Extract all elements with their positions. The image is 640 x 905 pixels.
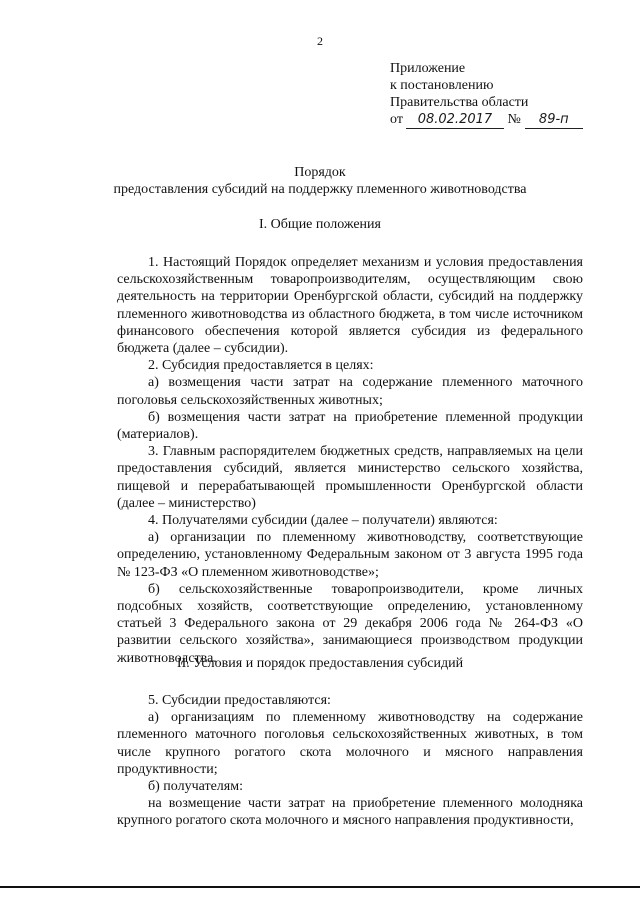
paragraph: 4. Получателями субсидии (далее – получатели) являются:: [148, 513, 498, 529]
handwritten-number: 89-п: [525, 111, 583, 129]
paragraph: б) получателям:: [148, 779, 243, 795]
paragraph: 5. Субсидии предоставляются:: [148, 693, 331, 708]
paragraph: 1. Настоящий Порядок определяет механизм и условия предоставления сельскохозяйственным товаропроизводителям, осуществляющим свою деятельность на территории Оренбургской области, субсидий на поддержку племенного животноводства из областного бюджета, в том числе источником финансового обеспечения которой является субсидия из федерального бюджета (далее – субсидии).: [117, 255, 583, 357]
appendix-line-1: Приложение: [390, 61, 466, 76]
document-title: Порядок: [294, 165, 346, 180]
section-2-body: [117, 692, 583, 830]
appendix-line-3: Правительства области: [390, 95, 529, 110]
paragraph: а) организациям по племенному животноводству на содержание племенного маточного поголовья сельскохозяйственных животных, в том числе крупного рогатого скота молочного и мясного направления продуктивности;: [117, 710, 583, 777]
paragraph: 3. Главным распорядителем бюджетных средств, направляемых на цели предоставления субсидий, является министерство сельского хозяйства, пищевой и перерабатывающей промышленности Оренбургской области (далее – министерство): [117, 444, 583, 511]
appendix-line-2: к постановлению: [390, 78, 494, 93]
paragraph: б) сельскохозяйственные товаропроизводители, кроме личных подсобных хозяйств, соответствующие определению, установленному статьей 3 Федерального закона от 29 декабря 2006 года № 264-ФЗ «О развитии сельского хозяйства», занимающиеся производством продукции животноводства.: [117, 581, 583, 666]
paragraph: на возмещение части затрат на приобретение племенного молодняка крупного рогатого скота молочного и мясного направления продуктивности,: [117, 796, 583, 829]
page-bottom-rule: [0, 886, 640, 888]
paragraph: а) организации по племенному животноводству, соответствующие определению, установленному Федеральным законом от 3 августа 1995 года № 123-ФЗ «О племенном животноводстве»;: [117, 530, 583, 580]
section-2-heading: II. Условия и порядок предоставления субсидий: [176, 656, 464, 671]
paragraph: б) возмещения части затрат на приобретение племенной продукции (материалов).: [117, 409, 583, 443]
page-number: 2: [317, 34, 323, 48]
paragraph: 2. Субсидия предоставляется в целях:: [148, 358, 374, 374]
section-1-body: [117, 254, 583, 667]
ot-label: от: [390, 112, 403, 127]
appendix-block: [390, 60, 583, 129]
section-1-heading: I. Общие положения: [259, 217, 381, 232]
appendix-date-line: [390, 111, 583, 129]
document-subtitle: предоставления субсидий на поддержку племенного животноводства: [113, 182, 527, 197]
paragraph: а) возмещения части затрат на содержание племенного маточного поголовья сельскохозяйственных животных;: [117, 375, 583, 408]
handwritten-date: 08.02.2017: [406, 111, 504, 129]
number-label: №: [507, 112, 521, 127]
